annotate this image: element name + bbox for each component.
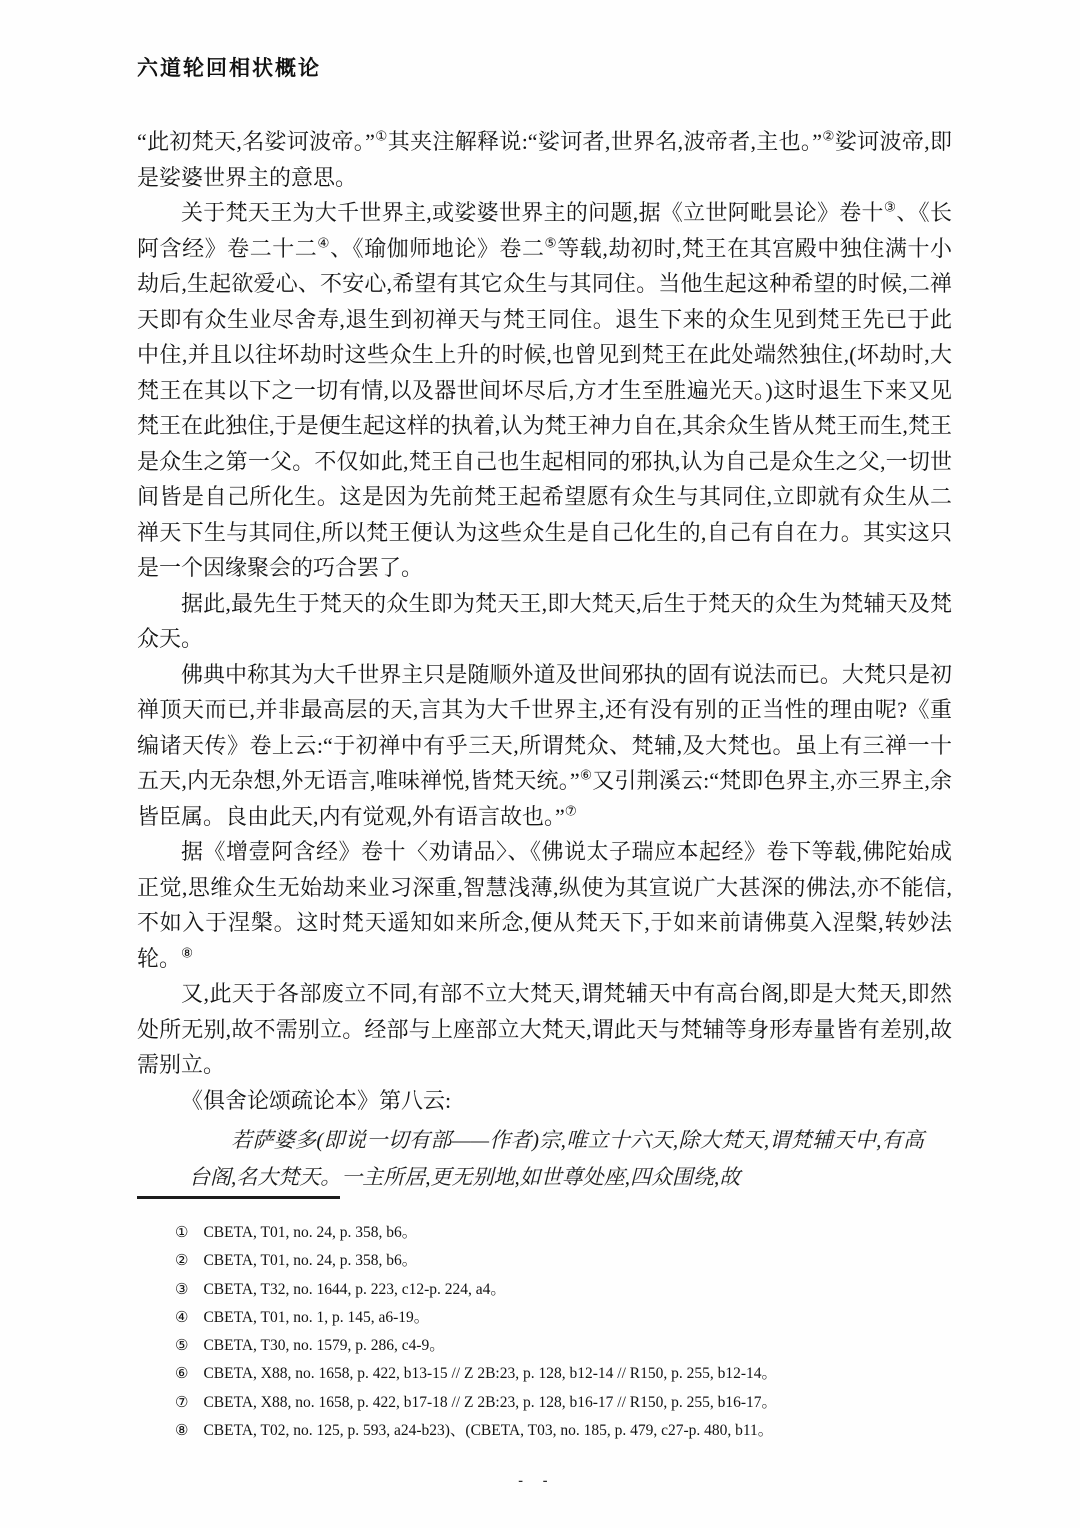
footnote-marker: ⑦: [175, 1394, 189, 1411]
footnote-item: [175, 1360, 952, 1388]
footnote-marker: ③: [175, 1281, 189, 1298]
footnote-ref: ⑦: [564, 803, 577, 819]
footnote-ref: ④: [317, 235, 331, 251]
footnote-text: CBETA, T01, no. 24, p. 358, b6。: [203, 1252, 418, 1270]
footnote-marker: ④: [175, 1309, 189, 1326]
footnote-text: CBETA, T01, no. 1, p. 145, a6-19。: [203, 1308, 430, 1326]
footnote-marker: ⑧: [175, 1423, 189, 1440]
footnote-marker: ⑤: [175, 1338, 189, 1355]
footnote-ref: ⑧: [181, 945, 194, 961]
footnote-item: [175, 1332, 952, 1360]
footnote-ref: ②: [822, 128, 835, 144]
footnote-item: [175, 1389, 952, 1417]
paragraph: 佛典中称其为大千世界主只是随顺外道及世间邪执的固有说法而已。大梵只是初禅顶天而已,并非最高层的天,言其为大千世界主,还有没有别的正当性的理由呢?《重编诸天传》卷上云:“于初禅中有乎三天,所谓梵众、梵辅,及大梵也。虽上有三禅一十五天,内无杂想,外无语言,唯味禅悦,皆梵天统。”⑥又引荆溪云:“梵即色界主,亦三界主,余皆臣属。良由此天,内有觉观,外有语言故也。”⑦: [137, 661, 952, 829]
footnote-marker: ①: [175, 1225, 189, 1241]
footnote-text: CBETA, X88, no. 1658, p. 422, b13-15 // Z 2B:23, p. 128, b12-14 // R150, p. 255, b12-14。: [203, 1365, 777, 1383]
footnote-text: CBETA, T32, no. 1644, p. 223, c12-p. 224, a4。: [203, 1280, 506, 1298]
footnote-area: [137, 1196, 952, 1445]
page-title: 六道轮回相状概论: [137, 57, 321, 80]
footnote-item: [175, 1304, 952, 1332]
paragraph: 据此,最先生于梵天的众生即为梵天王,即大梵天,后生于梵天的众生为梵辅天及梵众天。: [137, 590, 952, 651]
paragraph: 据《增壹阿含经》卷十〈劝请品〉、《佛说太子瑞应本起经》卷下等载,佛陀始成正觉,思维众生无始劫来业习深重,智慧浅薄,纵使为其宣说广大甚深的佛法,亦不能信,不如入于涅槃。这时梵天遥知如来所念,便从梵天下,于如来前请佛莫入涅槃,转妙法轮。⑧: [137, 839, 952, 971]
footnote-item: [175, 1247, 952, 1275]
body-text: [137, 124, 952, 1196]
paragraph: 《俱舍论颂疏论本》第八云:: [181, 1087, 452, 1113]
footnote-text: CBETA, T02, no. 125, p. 593, a24-b23)、(CBETA, T03, no. 185, p. 479, c27-p. 480, b11。: [203, 1422, 774, 1440]
footnote-marker: ②: [175, 1253, 189, 1270]
footnote-list: [137, 1219, 952, 1445]
paragraph: “此初梵天,名娑诃波帝。”①其夹注解释说:“娑诃者,世界名,波帝者,主也。”②娑诃波帝,即是娑婆世界主的意思。: [137, 128, 952, 190]
footnote-text: CBETA, T30, no. 1579, p. 286, c4-9。: [203, 1337, 445, 1355]
footnote-item: [175, 1417, 952, 1445]
footnote-item: [175, 1276, 952, 1304]
footnote-ref: ⑤: [544, 235, 558, 251]
paragraph: 关于梵天王为大千世界主,或娑婆世界主的问题,据《立世阿毗昙论》卷十③、《长阿含经》卷二十二④、《瑜伽师地论》卷二⑤等载,劫初时,梵王在其宫殿中独住满十小劫后,生起欲爱心、不安心,希望有其它众生与其同住。当他生起这种希望的时候,二禅天即有众生业尽舍寿,退生到初禅天与梵王同住。退生下来的众生见到梵王先已于此中住,并且以往坏劫时这些众生上升的时候,也曾见到梵王在此处端然独住,(坏劫时,大梵王在其以下之一切有情,以及器世间坏尽后,方才生至胜遍光天。)这时退生下来又见梵王在此独住,于是便生起这样的执着,认为梵王神力自在,其余众生皆从梵王而生,梵王是众生之第一父。不仅如此,梵王自己也生起相同的邪执,认为自己是众生之父,一切世间皆是自己所化生。这是因为先前梵王起希望愿有众生与其同住,立即就有众生从二禅天下生与其同住,所以梵王便认为这些众生是自己化生的,自己有自在力。其实这只是一个因缘聚会的巧合罢了。: [137, 199, 952, 580]
quote-block: 若萨婆多(即说一切有部——作者)宗,唯立十六天,除大梵天,谓梵辅天中,有高台阁,名大梵天。一主所居,更无别地,如世尊处座,四众围绕,故: [189, 1128, 924, 1189]
paragraph: 又,此天于各部废立不同,有部不立大梵天,谓梵辅天中有高台阁,即是大梵天,即然处所无别,故不需别立。经部与上座部立大梵天,谓此天与梵辅等身形寿量皆有差别,故需别立。: [137, 981, 952, 1077]
footnote-ref: ③: [883, 199, 897, 215]
footnote-ref: ①: [374, 128, 388, 144]
page-number-partial: - -: [517, 1476, 554, 1486]
footnote-text: CBETA, X88, no. 1658, p. 422, b17-18 // Z 2B:23, p. 128, b16-17 // R150, p. 255, b16-17。: [203, 1393, 777, 1411]
footnote-text: CBETA, T01, no. 24, p. 358, b6。: [203, 1224, 418, 1241]
footnote-item: [175, 1219, 952, 1247]
footnote-divider: [137, 1196, 340, 1199]
footnote-ref: ⑥: [579, 767, 593, 783]
footnote-marker: ⑥: [175, 1366, 189, 1383]
